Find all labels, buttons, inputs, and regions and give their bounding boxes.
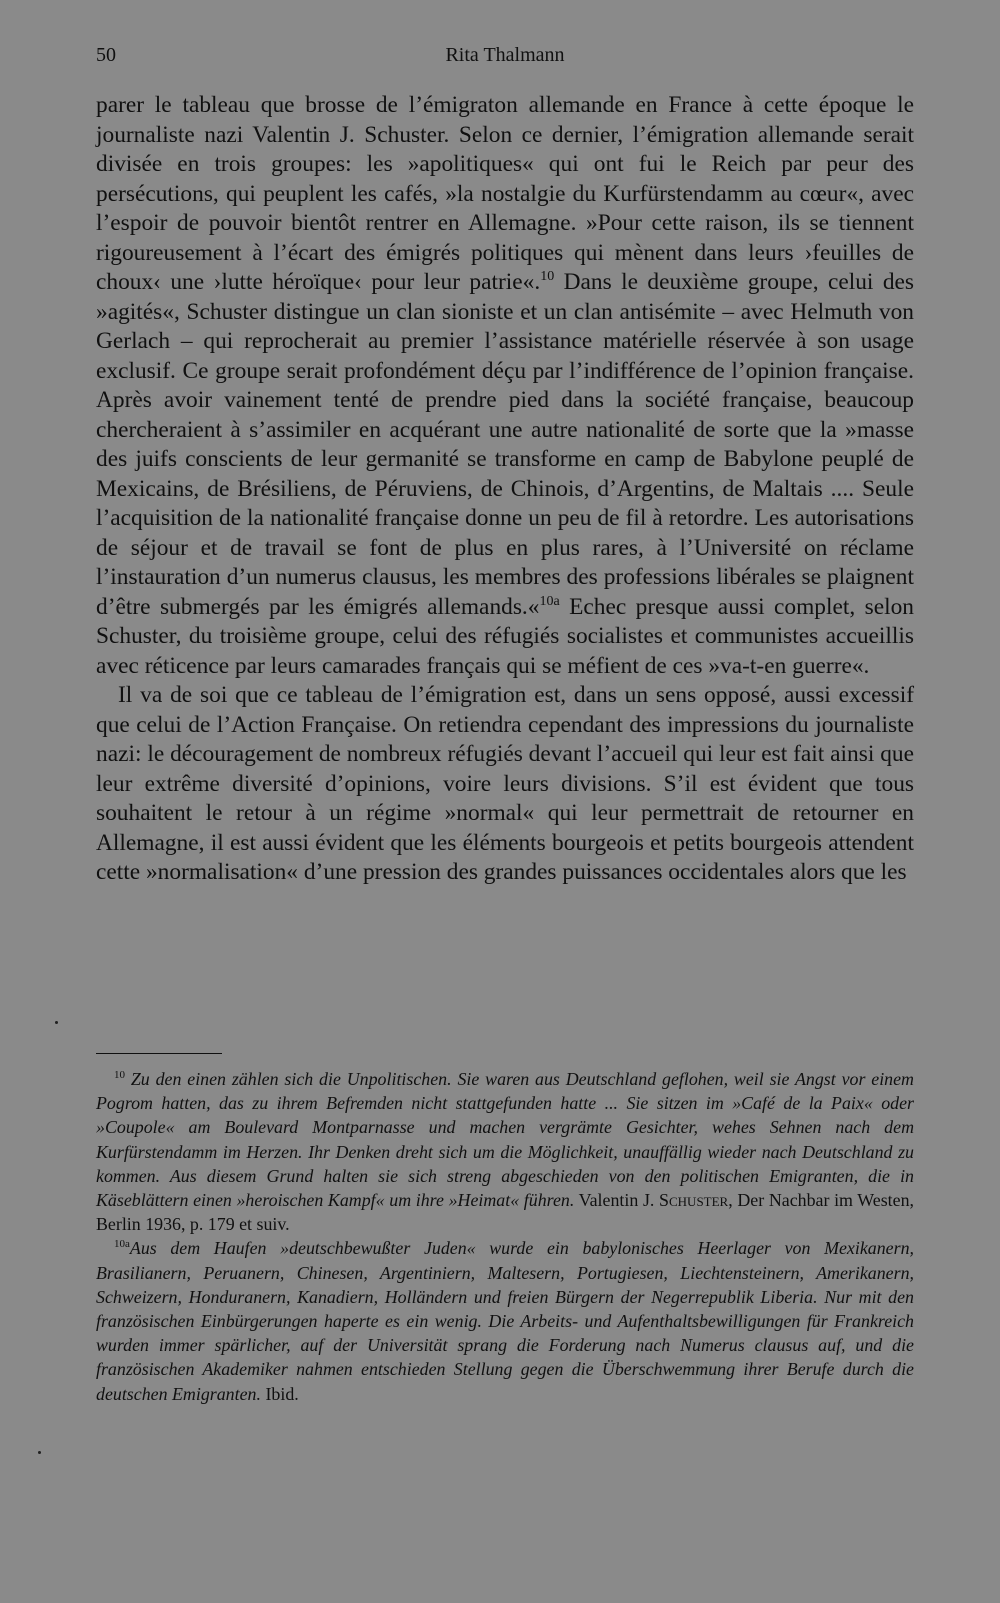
footnote-separator	[96, 1053, 222, 1054]
footnote-author: Schuster	[659, 1190, 729, 1211]
scan-speck	[38, 1451, 41, 1454]
body-text-run: Dans le deuxième groupe, celui des »agités«, Schuster distingue un clan sioniste et un clan antisémite – avec Helmuth von Gerlach – qui reprocherait au premier l’assistance matérielle réservée à son usage exclusif. Ce groupe serait profondément déçu par l’indifférence de l’opinion française. Après avoir vainement tenté de prendre pied dans la société française, beaucoup chercheraient à s’assimiler en acquérant une autre nationalité de sorte que la »masse des juifs conscients de leur germanité se transforme en camp de Babylone peuplé de Mexicains, de Brésiliens, de Péruviens, de Chinois, d’Argentins, de Maltais .... Seule l’acquisition de la nationalité française donne un peu de fil à retordre. Les autorisations de séjour et de travail se font de plus en plus rares, à l’Université on réclame l’instauration d’un numerus clausus, les membres des professions libérales se plaignent d’être submergés par les émigrés allemands.«	[96, 269, 915, 620]
footnote-marker: 10a	[114, 1238, 130, 1251]
page-number: 50	[96, 44, 116, 66]
body-text	[96, 91, 914, 888]
running-title: Rita Thalmann	[445, 44, 565, 66]
footnote-citation: Valentin J.	[574, 1190, 660, 1211]
footnote-ref-10a[interactable]: 10a	[539, 593, 560, 609]
body-text-run: Echec presque aussi complet, selon Schuster, du troisième groupe, celui des réfugiés socialistes et communistes accueillis avec réticence par leurs camarades français qui se méfient de ces »va-t-en guerre«.	[96, 593, 914, 679]
running-head	[96, 44, 914, 72]
footnote-quote: Aus dem Haufen »deutschbewußter Juden« wurde ein babylonisches Heerlager von Mexikanern, Brasilianern, Peruanern, Chinesen, Argentiniern, Maltesern, Portugiesen, Liechtensteinern, Amerikanern, Schweizern, Honduranern, Kanadiern, Holländern und freien Bürgern der Negerrepublik Liberia. Nur mit den französischen Einbürgerungen haperte es ein wenig. Die Arbeits- und Aufenthaltsbewilligungen für Frankreich wurden immer spärlicher, auf der Universität sprang die Forderung nach Numerus clausus auf, und die französischen Akademiker nahmen entschieden Stellung gegen die Überschwemmung ihrer Berufe durch die deutschen Emigranten.	[96, 1238, 914, 1404]
footnote-citation: , Der Nachbar im Westen, Berlin 1936, p. 179 et suiv.	[96, 1190, 914, 1235]
footnote-10	[96, 1067, 914, 1236]
body-paragraph-1	[96, 91, 914, 681]
body-paragraph-2: Il va de soi que ce tableau de l’émigration est, dans un sens opposé, aussi excessif que celui de l’Action Française. On retiendra cependant des impressions du journaliste nazi: le découragement de nombreux réfugiés devant l’accueil qui leur est fait ainsi que leur extrême diversité d’opinions, voire leurs divisions. S’il est évident que tous souhaitent le retour à un régime »normal« qui leur permettrait de retourner en Allemagne, il est aussi évident que les éléments bourgeois et petits bourgeois attendent cette »normalisation« d’une pression des grandes puissances occidentales alors que les	[96, 682, 914, 885]
footnotes	[96, 1067, 914, 1406]
footnote-marker: 10	[114, 1069, 125, 1081]
footnote-quote: Zu den einen zählen sich die Unpolitischen. Sie waren aus Deutschland geflohen, weil sie Angst vor einem Pogrom hatten, das zu ihrem Befremden nicht stattgefunden hatte ... Sie sitzen im »Café de la Paix« oder »Coupole« am Boulevard Montparnasse und machen vergrämte Gesichter, wehes Sehnen nach dem Kurfürstendamm im Herzen. Ihr Denken dreht sich um die Möglichkeit, unauffällig wieder nach Deutschland zu kommen. Aus diesem Grund halten sie sich streng abgeschieden von den politischen Emigranten, die in Käseblättern einen »heroischen Kampf« um ihre »Heimat« führen.	[96, 1069, 914, 1211]
scan-speck	[55, 1021, 58, 1024]
body-text-run: parer le tableau que brosse de l’émigraton allemande en France à cette époque le journaliste nazi Valentin J. Schuster. Selon ce dernier, l’émigration allemande serait divisée en trois groupes: les »apolitiques« qui ont fui le Reich par peur des persécutions, qui peuplent les cafés, »la nostalgie du Kurfürstendamm au cœur«, avec l’espoir de pouvoir bientôt rentrer en Allemagne. »Pour cette raison, ils se tiennent rigoureusement à l’écart des émigrés politiques qui mènent dans leurs ›feuilles de choux‹ une ›lutte héroïque‹ pour leur patrie«.	[96, 92, 914, 295]
footnote-ref-10[interactable]: 10	[540, 269, 555, 284]
footnote-10a	[96, 1236, 914, 1405]
footnote-citation: Ibid.	[260, 1383, 299, 1404]
